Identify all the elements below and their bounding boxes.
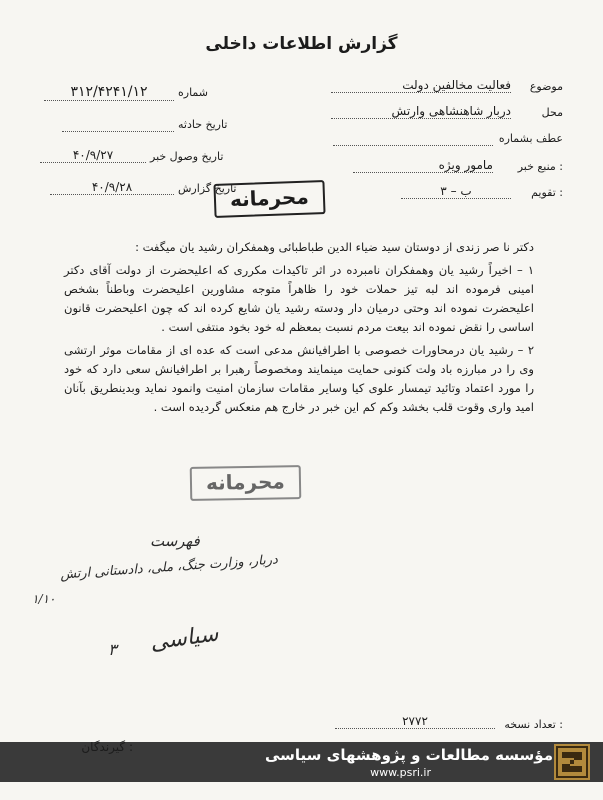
number-label: شماره [178, 86, 209, 99]
source-value: مامور ویژه [353, 158, 493, 173]
report-body [64, 238, 534, 417]
rating-label: تقویم : [531, 186, 563, 199]
reference-line [333, 144, 493, 146]
subject-label: موضوع [529, 80, 563, 93]
watermark-url: www.psri.ir [370, 766, 431, 779]
source-label: منبع خبر : [517, 160, 563, 173]
event-date-label: تاریخ حادثه [178, 118, 228, 131]
received-date-value: ۴۰/۹/۲۷ [40, 148, 146, 163]
body-intro: دکتر نا صر زندی از دوستان سید ضیاء الدین طباطبائی وهمفکران رشید یان میگفت : [135, 240, 534, 254]
number-value: ۳۱۲/۴۲۴۱/۱۲ [44, 84, 174, 101]
received-date-label: تاریخ وصول خبر [150, 150, 224, 163]
handwritten-distribution-note: دربار، وزارت جنگ، ملی، دادستانی ارتش [59, 552, 279, 583]
event-date-line [62, 130, 174, 132]
subject-value: فعالیت مخالفین دولت [331, 78, 511, 93]
handwritten-number-b: ۱/۱۰ [32, 592, 56, 606]
place-label: محل [541, 106, 563, 119]
body-paragraph-2: ۲ – رشید یان درمحاورات خصوصی با اطرافیانش مدعی است که عده ای از مقامات موثر ارتشی وی را در مبارزه باد ولت کنونی حمایت مینمایند ومخصوصاً رهبرا بر اطرافیانش سعی دارد که خود را مورد اعتماد وتائید تیمسار علوی کیا وسایر مقامات سازمان امنیت وانمود نماید وبدینطریق بآنان امید واری وقوت قلب بخشد وکم کم این خبر در خارج هم منعکس گردیده است . [64, 343, 534, 414]
handwritten-list-title: فهرست [150, 532, 200, 550]
report-date-label: تاریخ گزارش [178, 182, 237, 195]
institute-logo-icon [554, 744, 590, 780]
report-title: گزارش اطلاعات داخلی [205, 34, 398, 54]
rating-value: ب – ۳ [401, 184, 511, 199]
report-date-value: ۴۰/۹/۲۸ [50, 180, 174, 195]
copies-value: ۲۷۷۲ [335, 714, 495, 729]
confidential-stamp-bottom: محرمانه [190, 465, 301, 501]
handwritten-signature: سیاسی [148, 621, 220, 656]
recipients-label: گیرندگان : [81, 740, 133, 754]
copies-label: تعداد نسخه : [504, 718, 563, 731]
reference-label: عطف بشماره [498, 132, 563, 145]
handwritten-number-a: ۳ [108, 640, 117, 659]
body-paragraph-1: ۱ – اخیراً رشید یان وهمفکران نامبرده در اثر تاکیدات مکرری که اعلیحضرت از دولت آقای دکتر امینی فرموده اند لبه تیز حملات خود را ظاهراً متوجه مشاورین اعلیحضرت وباطناً بشخص اعلیحضرت نموده اند وحتی درمیان دار ودسته رشید یان شایع کرده اند که چون اعلیحضرت قانون اساسی را نقض نموده اند بیعت مردم نسبت بمعظم له خود بخود منتفی است . [64, 263, 534, 334]
place-value: دربار شاهنشاهی وارتش [331, 104, 511, 119]
confidential-stamp-top: محرمانه [213, 180, 325, 218]
watermark-org-name: مؤسسه مطالعات و پژوهشهای سیاسی [264, 746, 553, 764]
